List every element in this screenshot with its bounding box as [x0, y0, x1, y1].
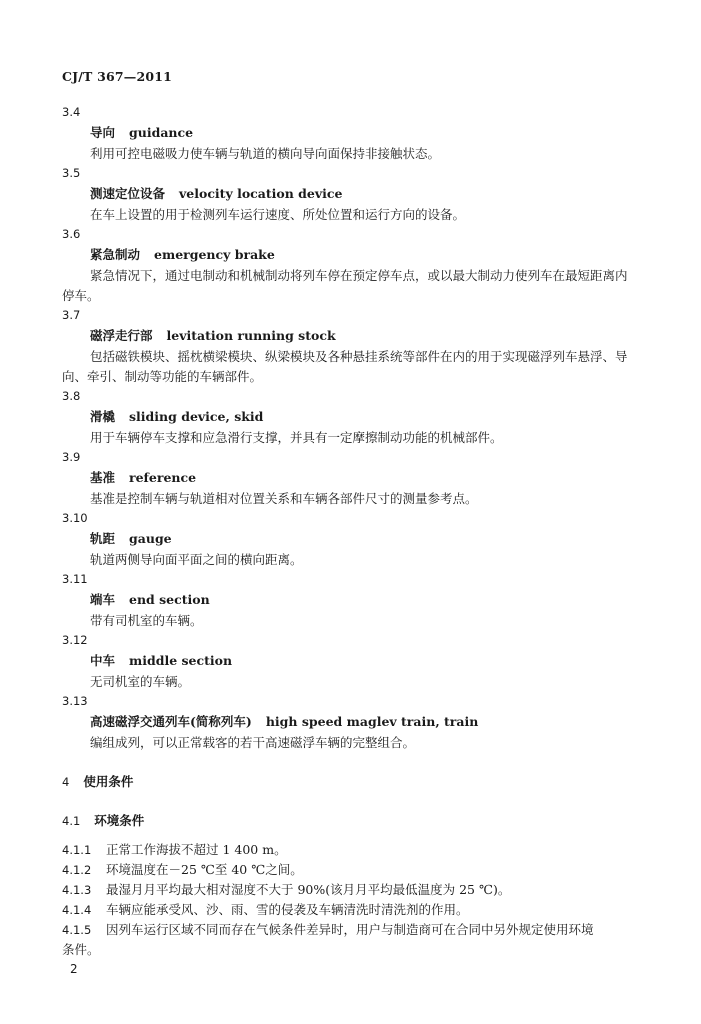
term-heading — [90, 409, 263, 425]
clause-text: 环境温度在－25 ℃至 40 ℃之间。 — [106, 862, 303, 877]
term-heading — [90, 653, 232, 669]
term-heading — [90, 186, 342, 202]
term-en: guidance — [129, 125, 194, 140]
term-heading — [90, 125, 193, 141]
clause-number: 4.1.1 — [62, 843, 92, 857]
term-number: 3.6 — [62, 227, 81, 241]
clause — [62, 902, 469, 918]
subsection-heading — [62, 813, 144, 829]
clause-text: 车辆应能承受风、沙、雨、雪的侵袭及车辆清洗时清洗剂的作用。 — [106, 902, 469, 917]
term-heading — [90, 470, 196, 486]
term-number: 3.10 — [62, 511, 88, 525]
term-zh: 磁浮走行部 — [90, 328, 153, 343]
term-definition-continued: 停车。 — [62, 288, 100, 303]
term-en: middle section — [129, 653, 233, 668]
clause — [62, 862, 303, 878]
term-number: 3.13 — [62, 694, 88, 708]
term-zh: 端车 — [90, 592, 116, 607]
term-en: high speed maglev train, train — [265, 714, 479, 729]
term-zh: 导向 — [90, 125, 116, 140]
term-definition-continued: 向、牵引、制动等功能的车辆部件。 — [62, 369, 263, 384]
standard-code-header: CJ/T 367—2011 — [62, 69, 173, 84]
clause-text-continued: 条件。 — [62, 942, 100, 957]
term-en: gauge — [129, 531, 172, 546]
term-en: emergency brake — [154, 247, 275, 262]
term-zh: 紧急制动 — [90, 247, 141, 262]
term-heading — [90, 714, 478, 730]
term-en: reference — [129, 470, 197, 485]
term-zh: 中车 — [90, 653, 116, 668]
clause-number: 4.1.2 — [62, 863, 92, 877]
clause-text: 因列车运行区域不同而存在气候条件差异时，用户与制造商可在合同中另外规定使用环境 — [106, 922, 594, 937]
clause — [62, 842, 287, 858]
subsection-title: 环境条件 — [94, 813, 145, 828]
page-number: 2 — [70, 962, 78, 976]
term-definition: 利用可控电磁吸力使车辆与轨道的横向导向面保持非接触状态。 — [90, 146, 441, 161]
term-definition: 在车上设置的用于检测列车运行速度、所处位置和运行方向的设备。 — [90, 207, 466, 222]
term-definition: 基准是控制车辆与轨道相对位置关系和车辆各部件尺寸的测量参考点。 — [90, 491, 478, 506]
term-en: end section — [129, 592, 210, 607]
term-number: 3.9 — [62, 450, 81, 464]
term-number: 3.7 — [62, 308, 81, 322]
term-definition: 紧急情况下，通过电制动和机械制动将列车停在预定停车点，或以最大制动力使列车在最短距离内 — [90, 268, 628, 283]
clause-number: 4.1.4 — [62, 903, 92, 917]
term-heading — [90, 247, 275, 263]
term-en: levitation running stock — [166, 328, 336, 343]
term-number: 3.11 — [62, 572, 88, 586]
term-number: 3.8 — [62, 389, 81, 403]
term-definition: 用于车辆停车支撑和应急滑行支撑，并具有一定摩擦制动功能的机械部件。 — [90, 430, 503, 445]
term-zh: 测速定位设备 — [90, 186, 166, 201]
clause-text: 最湿月月平均最大相对湿度不大于 90%(该月月平均最低温度为 25 ℃)。 — [106, 882, 511, 897]
term-zh: 基准 — [90, 470, 116, 485]
term-number: 3.12 — [62, 633, 88, 647]
term-zh: 高速磁浮交通列车(简称列车) — [90, 714, 252, 729]
term-definition: 带有司机室的车辆。 — [90, 613, 203, 628]
term-definition: 编组成列，可以正常载客的若干高速磁浮车辆的完整组合。 — [90, 735, 416, 750]
subsection-number: 4.1 — [62, 814, 81, 828]
term-heading — [90, 531, 172, 547]
term-definition: 轨道两侧导向面平面之间的横向距离。 — [90, 552, 303, 567]
term-heading — [90, 328, 336, 344]
term-number: 3.4 — [62, 105, 81, 119]
clause-text: 正常工作海拔不超过 1 400 m。 — [106, 842, 287, 857]
term-zh: 轨距 — [90, 531, 116, 546]
clause-number: 4.1.5 — [62, 923, 92, 937]
term-number: 3.5 — [62, 166, 81, 180]
section-title: 使用条件 — [83, 774, 134, 789]
clause — [62, 922, 594, 938]
term-en: velocity location device — [179, 186, 343, 201]
term-definition: 包括磁铁模块、摇枕横梁模块、纵梁模块及各种悬挂系统等部件在内的用于实现磁浮列车悬浮、导 — [90, 349, 628, 364]
term-definition: 无司机室的车辆。 — [90, 674, 191, 689]
term-zh: 滑橇 — [90, 409, 116, 424]
term-heading — [90, 592, 210, 608]
section-number: 4 — [62, 775, 70, 789]
term-en: sliding device, skid — [129, 409, 264, 424]
clause — [62, 882, 510, 898]
section-heading — [62, 774, 133, 790]
clause-number: 4.1.3 — [62, 883, 92, 897]
